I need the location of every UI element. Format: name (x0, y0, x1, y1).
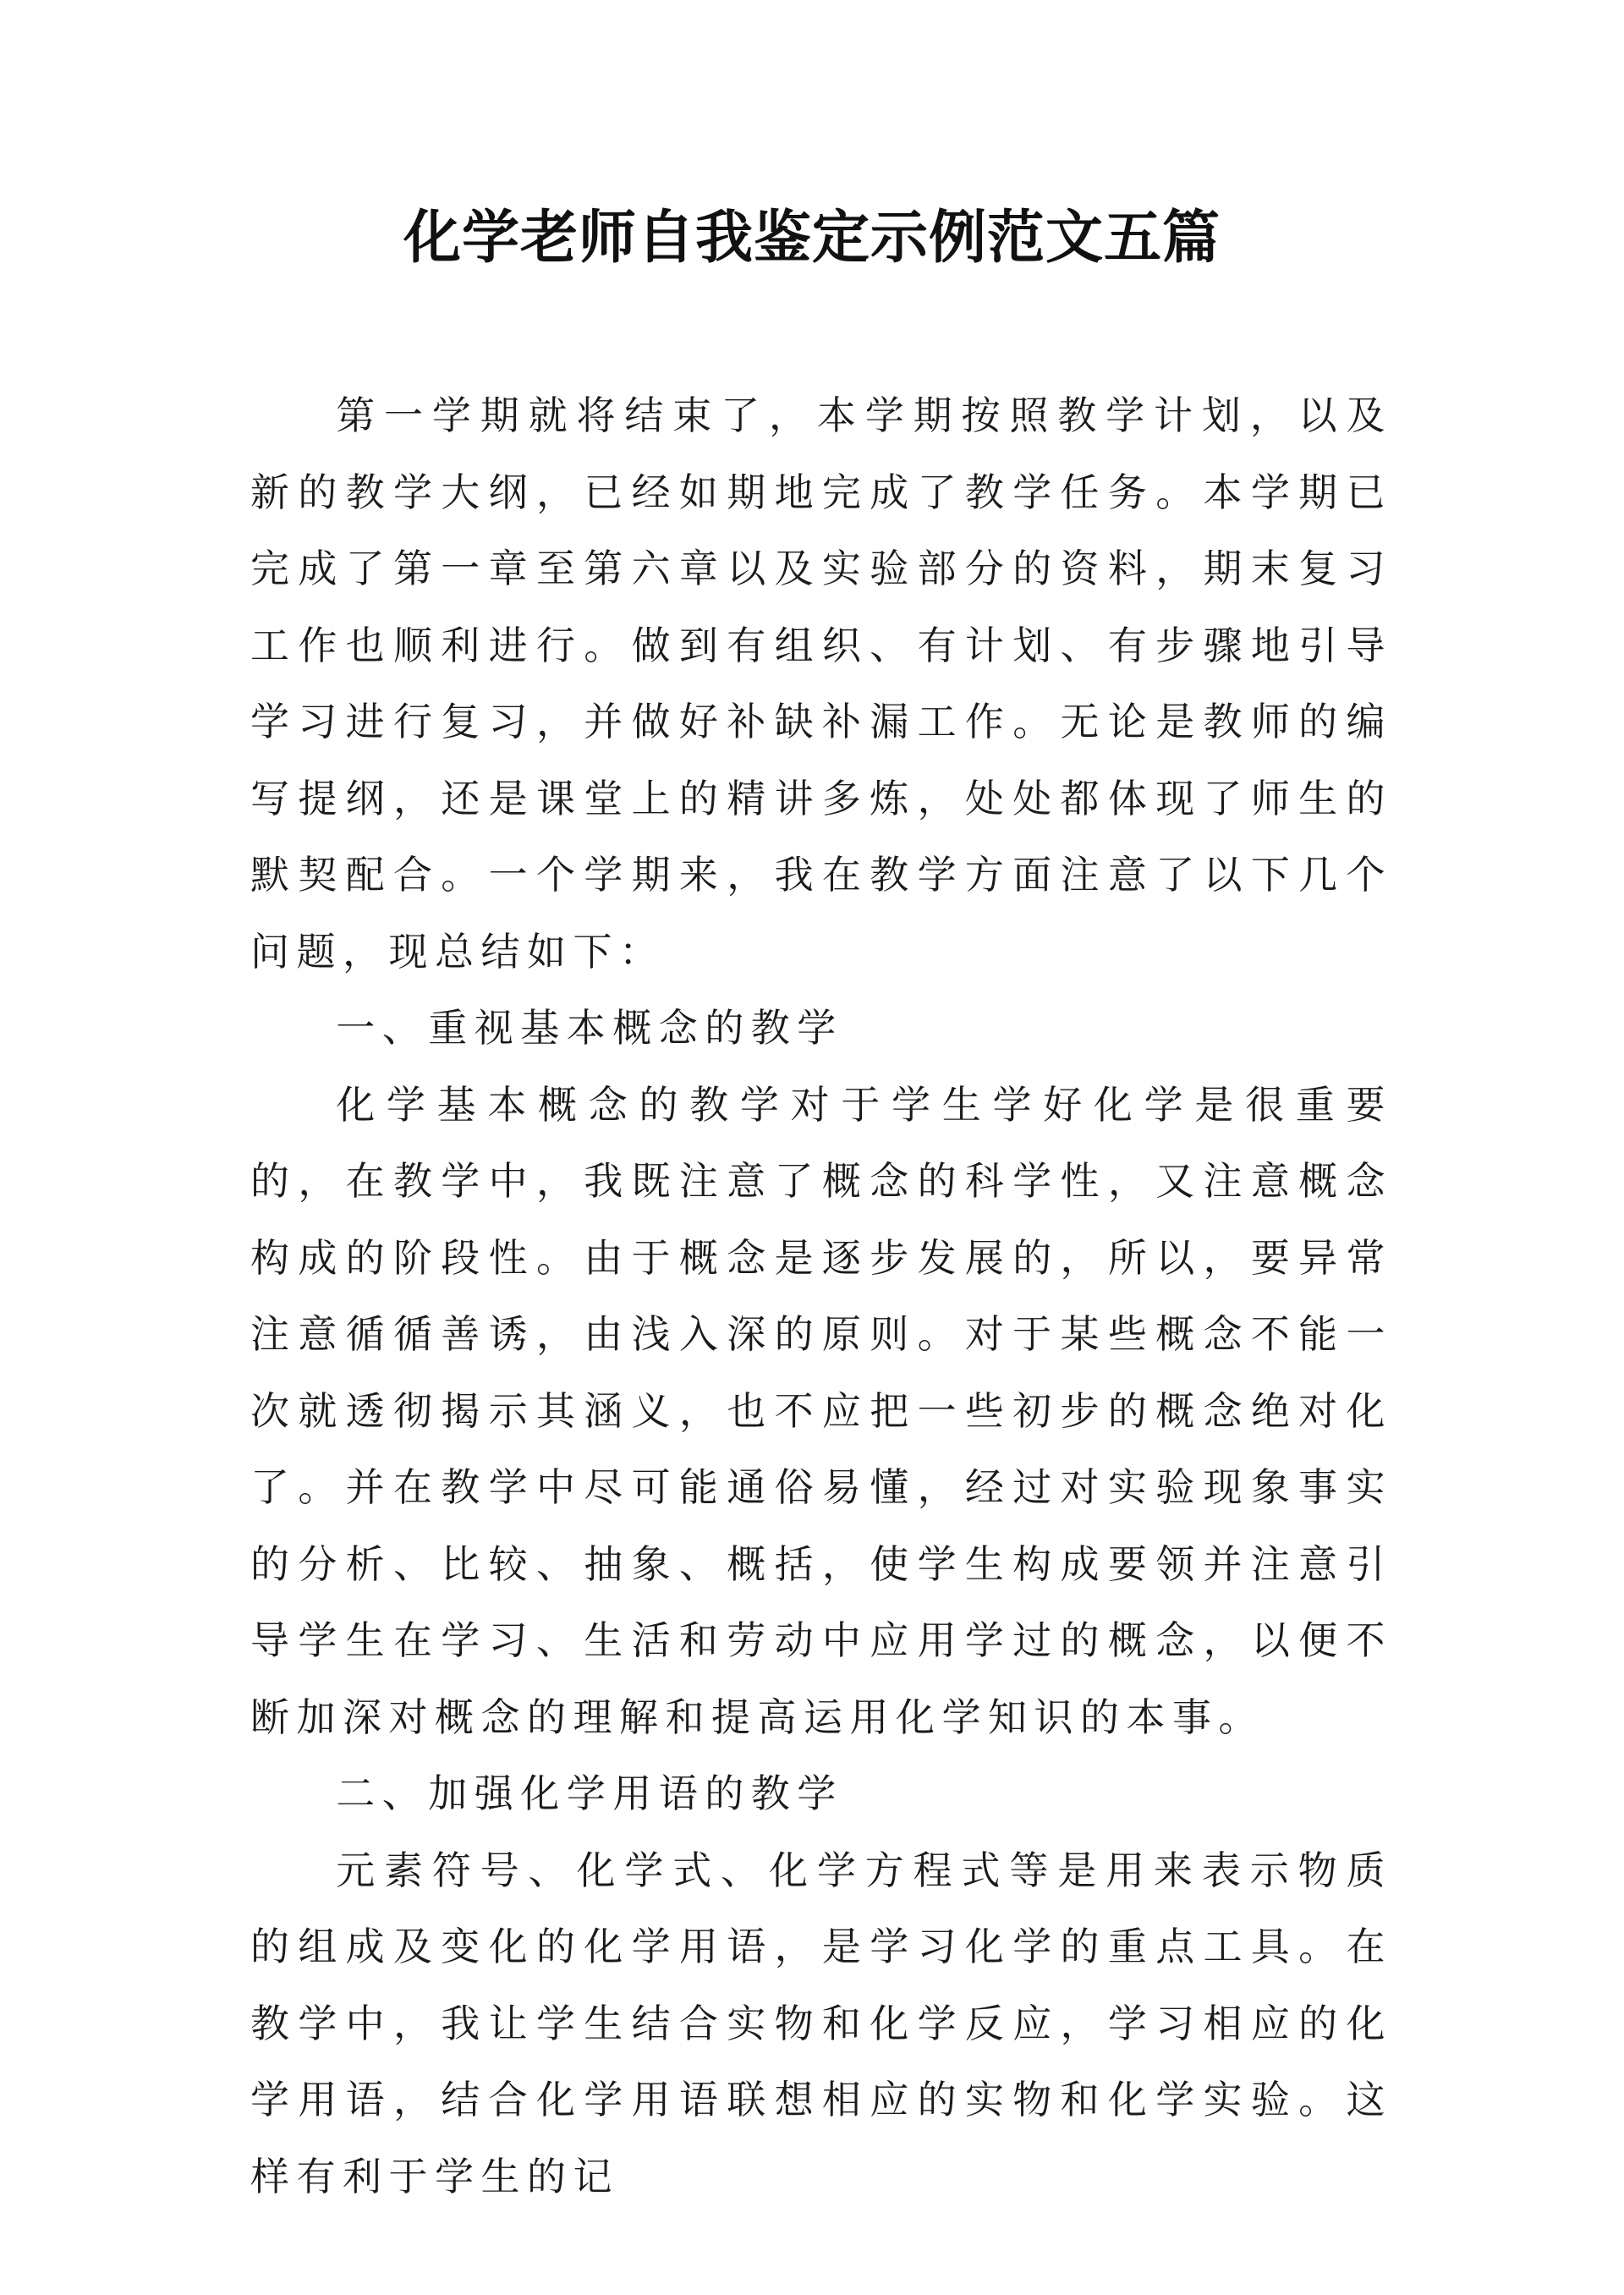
section-heading-2: 二、加强化学用语的教学 (336, 1771, 843, 1816)
paragraph-terminology: 元素符号、化学式、化学方程式等是用来表示物质的组成及变化的化学用语，是学习化学的重点工具。在教学中，我让学生结合实物和化学反应，学习相应的化学用语，结合化学用语联想相应的实物和化学实验。这样有利于学生的记 (250, 1847, 1392, 2199)
paragraph-concepts: 化学基本概念的教学对于学生学好化学是很重要的，在教学中，我既注意了概念的科学性，又注意概念构成的阶段性。由于概念是逐步发展的，所以，要异常注意循循善诱，由浅入深的原则。对于某些概念不能一次就透彻揭示其涵义，也不应把一些初步的概念绝对化了。并在教学中尽可能通俗易懂，经过对实验现象事实的分析、比较、抽象、概括，使学生构成要领并注意引导学生在学习、生活和劳动中应用学过的概念，以便不断加深对概念的理解和提高运用化学知识的本事。 (250, 1081, 1392, 1740)
document-body (250, 377, 1392, 2215)
document-title: 化学老师自我鉴定示例范文五篇 (403, 205, 1221, 272)
paragraph-intro: 第一学期就将结束了，本学期按照教学计划，以及新的教学大纲，已经如期地完成了教学任务。本学期已完成了第一章至第六章以及实验部分的资料，期末复习工作也顺利进行。做到有组织、有计划、有步骤地引导学习进行复习，并做好补缺补漏工作。无论是教师的编写提纲，还是课堂上的精讲多炼，处处都体现了师生的默契配合。一个学期来，我在教学方面注意了以下几个问题，现总结如下： (250, 393, 1392, 975)
section-heading-1: 一、重视基本概念的教学 (336, 1005, 843, 1051)
